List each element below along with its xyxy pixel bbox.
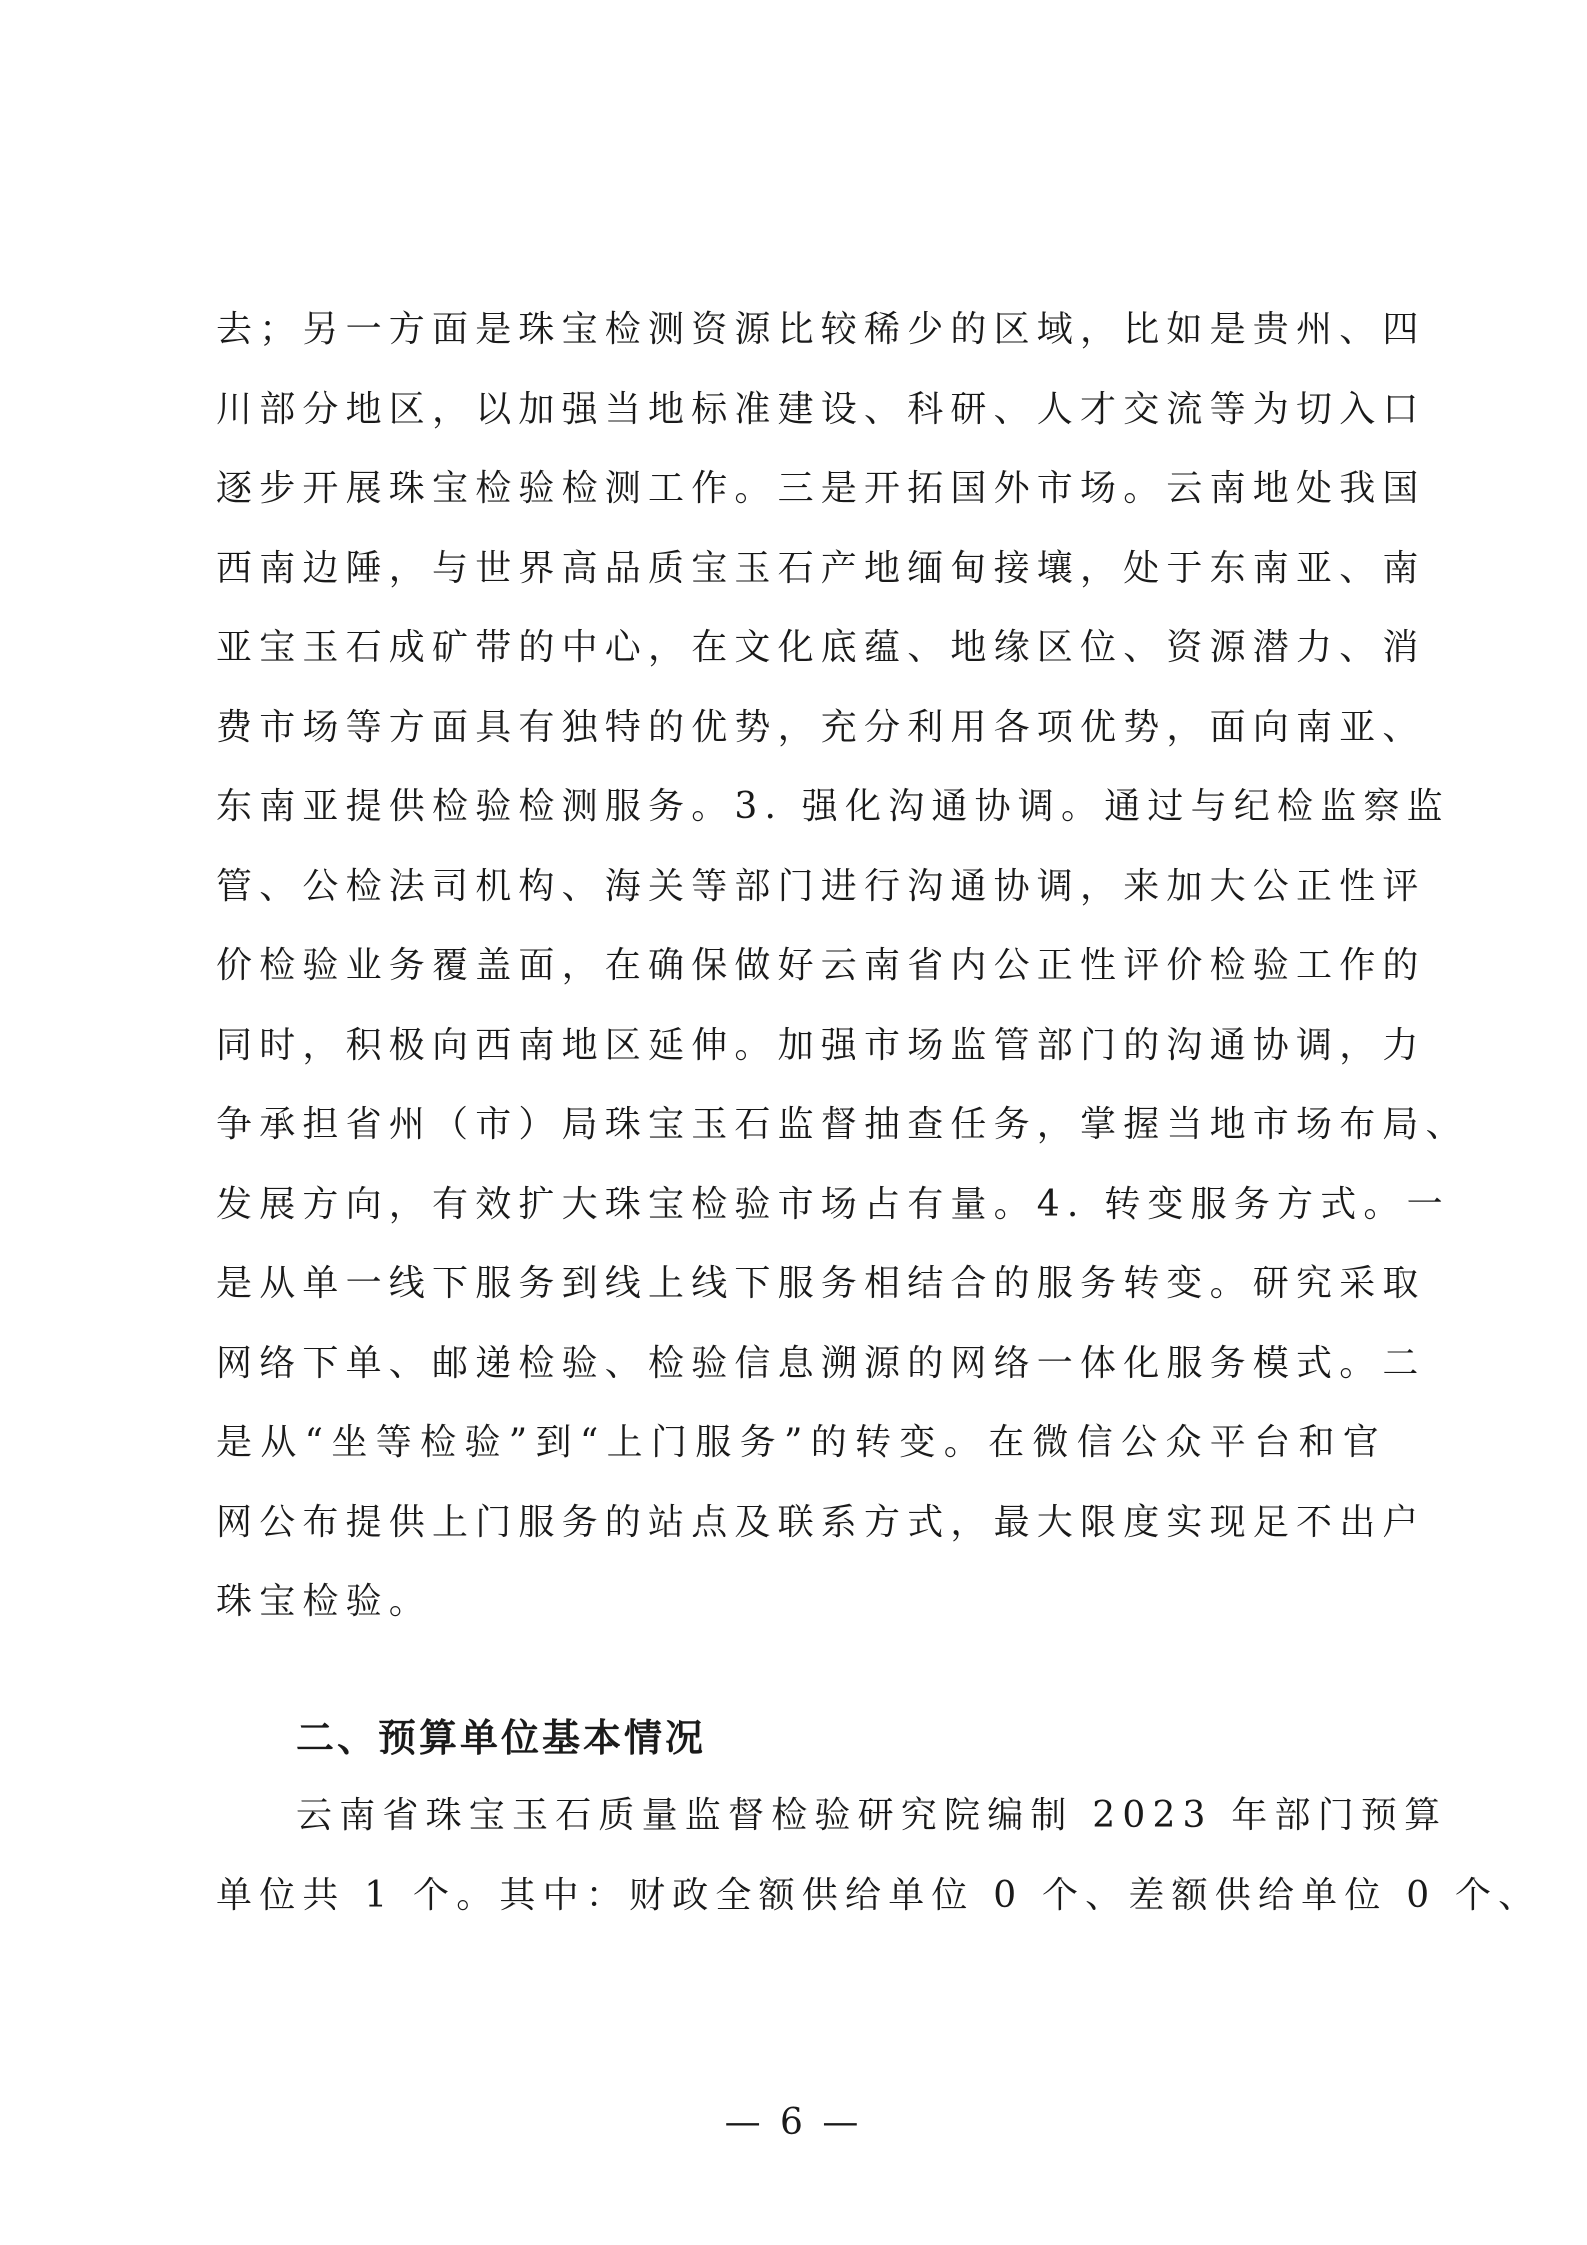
body-line: 同时，积极向西南地区延伸。加强市场监管部门的沟通协调，力 bbox=[216, 1024, 1426, 1066]
section-body-line: 云南省珠宝玉石质量监督检验研究院编制 2023 年部门预算 bbox=[296, 1795, 1448, 1836]
section-body-text bbox=[216, 1776, 1542, 1935]
section-body-line: 单位共 1 个。其中：财政全额供给单位 0 个、差额供给单位 0 个、 bbox=[216, 1874, 1542, 1916]
body-line: 费市场等方面具有独特的优势，充分利用各项优势，面向南亚、 bbox=[216, 706, 1426, 748]
body-line: 是从“坐等检验”到“上门服务”的转变。在微信公众平台和官 bbox=[216, 1422, 1386, 1463]
page-number: — 6 — bbox=[724, 2102, 863, 2143]
body-line: 川部分地区，以加强当地标准建设、科研、人才交流等为切入口 bbox=[216, 388, 1426, 430]
body-line: 亚宝玉石成矿带的中心，在文化底蕴、地缘区位、资源潜力、消 bbox=[216, 627, 1426, 668]
body-line: 珠宝检验。 bbox=[216, 1581, 433, 1622]
section-heading: 二、预算单位基本情况 bbox=[296, 1716, 707, 1760]
body-line: 争承担省州（市）局珠宝玉石监督抽查任务，掌握当地市场布局、 bbox=[216, 1104, 1469, 1145]
body-line: 管、公检法司机构、海关等部门进行沟通协调，来加大公正性评 bbox=[216, 865, 1426, 907]
body-line: 价检验业务覆盖面，在确保做好云南省内公正性评价检验工作的 bbox=[216, 945, 1426, 986]
body-line: 是从单一线下服务到线上线下服务相结合的服务转变。研究采取 bbox=[216, 1263, 1426, 1304]
body-line: 去；另一方面是珠宝检测资源比较稀少的区域，比如是贵州、四 bbox=[216, 309, 1426, 350]
body-line: 网公布提供上门服务的站点及联系方式，最大限度实现足不出户 bbox=[216, 1501, 1426, 1543]
body-line: 网络下单、邮递检验、检验信息溯源的网络一体化服务模式。二 bbox=[216, 1342, 1426, 1384]
body-text bbox=[216, 290, 1469, 1642]
body-line: 西南边陲，与世界高品质宝玉石产地缅甸接壤，处于东南亚、南 bbox=[216, 547, 1426, 589]
body-line: 发展方向，有效扩大珠宝检验市场占有量。4. 转变服务方式。一 bbox=[216, 1183, 1450, 1225]
body-line: 逐步开展珠宝检验检测工作。三是开拓国外市场。云南地处我国 bbox=[216, 468, 1426, 509]
body-line: 东南亚提供检验检测服务。3. 强化沟通协调。通过与纪检监察监 bbox=[216, 786, 1450, 827]
